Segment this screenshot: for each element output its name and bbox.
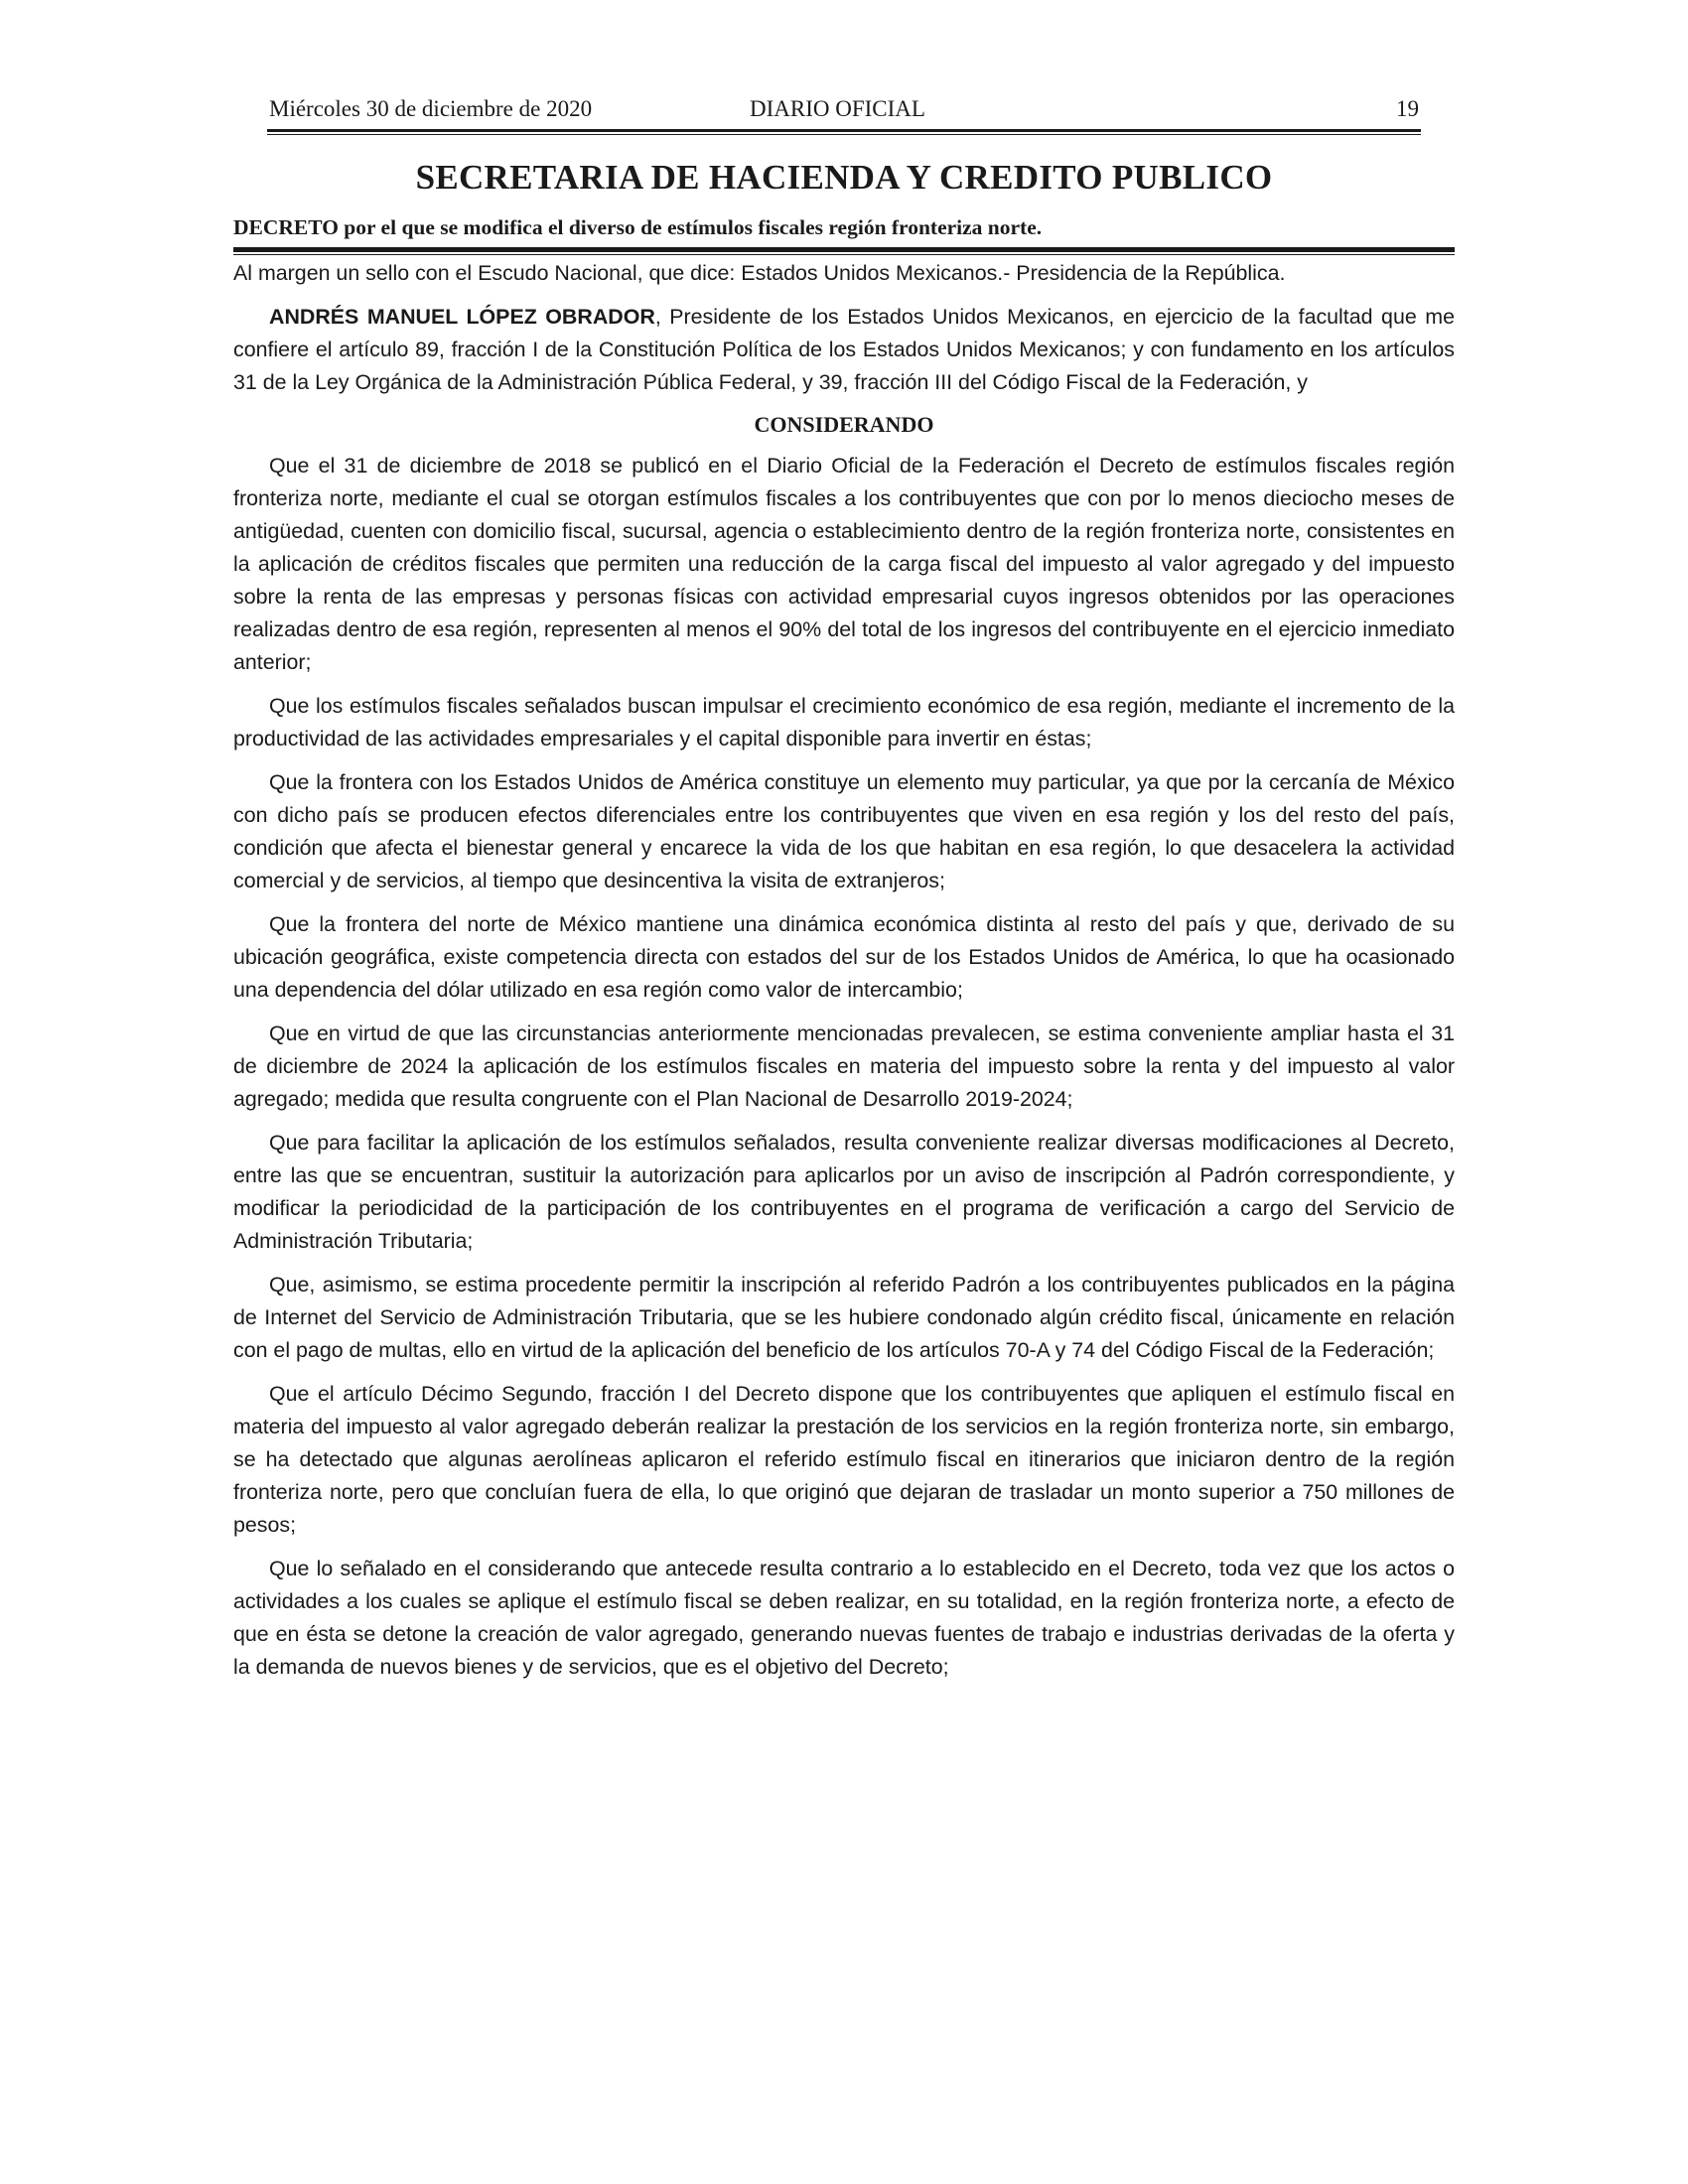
- considerando-paragraph: Que lo señalado en el considerando que antecede resulta contrario a lo establecido en el Decreto, toda vez que los actos o actividades a los cuales se aplique el estímulo fiscal se deben realizar, en su totalidad, en la región fronteriza norte, a efecto de que en ésta se detone la creación de valor agregado, generando nuevas fuentes de trabajo e industrias derivadas de la oferta y la demanda de nuevos bienes y de servicios, que es el objetivo del Decreto;: [233, 1557, 1455, 1679]
- header-page-number: 19: [1396, 96, 1419, 121]
- considerando-paragraph: Que el 31 de diciembre de 2018 se publicó en el Diario Oficial de la Federación el Decreto de estímulos fiscales región fronteriza norte, mediante el cual se otorgan estímulos fiscales a los contribuyentes que con por lo menos dieciocho meses de antigüedad, cuenten con domicilio fiscal, sucursal, agencia o establecimiento dentro de la región fronteriza norte, consistentes en la aplicación de créditos fiscales que permiten una reducción de la carga fiscal del impuesto al valor agregado y del impuesto sobre la renta de las empresas y personas físicas con actividad empresarial cuyos ingresos obtenidos por las operaciones realizadas dentro de esa región, representen al menos el 90% del total de los ingresos del contribuyente en el ejercicio inmediato anterior;: [233, 454, 1455, 674]
- considerando-paragraph: Que para facilitar la aplicación de los estímulos señalados, resulta conveniente realizar diversas modificaciones al Decreto, entre las que se encuentran, sustituir la autorización para aplicarlos por un aviso de inscripción al Padrón correspondiente, y modificar la periodicidad de la participación de los contribuyentes en el programa de verificación a cargo del Servicio de Administración Tributaria;: [233, 1131, 1455, 1253]
- header-date: Miércoles 30 de diciembre de 2020: [269, 96, 593, 121]
- considerando-paragraph: Que los estímulos fiscales señalados buscan impulsar el crecimiento económico de esa región, mediante el incremento de la productividad de las actividades empresariales y el capital disponible para invertir en éstas;: [233, 694, 1455, 751]
- document-page: [233, 94, 1455, 1695]
- secretaria-heading: SECRETARIA DE HACIENDA Y CREDITO PUBLICO: [415, 158, 1273, 197]
- running-header: [233, 94, 1455, 128]
- president-name: ANDRÉS MANUEL LÓPEZ OBRADOR: [269, 305, 655, 329]
- preamble-paragraph: [233, 301, 1455, 399]
- title-rule: [233, 247, 1455, 255]
- considerando-paragraph: Que, asimismo, se estima procedente permitir la inscripción al referido Padrón a los contribuyentes publicados en la página de Internet del Servicio de Administración Tributaria, que se les hubiere condonado algún crédito fiscal, únicamente en relación con el pago de multas, ello en virtud de la aplicación del beneficio de los artículos 70-A y 74 del Código Fiscal de la Federación;: [233, 1273, 1455, 1362]
- header-publication: DIARIO OFICIAL: [750, 96, 925, 121]
- header-rule: [267, 129, 1421, 135]
- margin-note: Al margen un sello con el Escudo Nacional, que dice: Estados Unidos Mexicanos.- Presidencia de la República.: [233, 261, 1286, 285]
- document-body: [233, 257, 1455, 1684]
- considerando-paragraph: Que la frontera del norte de México mantiene una dinámica económica distinta al resto del país y que, derivado de su ubicación geográfica, existe competencia directa con estados del sur de los Estados Unidos de América, lo que ha ocasionado una dependencia del dólar utilizado en esa región como valor de intercambio;: [233, 912, 1455, 1002]
- preamble-text: , Presidente de los Estados Unidos Mexicanos, en ejercicio de la facultad que me confiere el artículo 89, fracción I de la Constitución Política de los Estados Unidos Mexicanos; y con fundamento en los artículos 31 de la Ley Orgánica de la Administración Pública Federal, y 39, fracción III del Código Fiscal de la Federación, y: [233, 305, 1455, 394]
- considerando-paragraph: Que la frontera con los Estados Unidos de América constituye un elemento muy particular, ya que por la cercanía de México con dicho país se producen efectos diferenciales entre los contribuyentes que viven en esa región y los del resto del país, condición que afecta el bienestar general y encarece la vida de los que habitan en esa región, lo que desacelera la actividad comercial y de servicios, al tiempo que desincentiva la visita de extranjeros;: [233, 770, 1455, 892]
- decree-title: DECRETO por el que se modifica el diverso de estímulos fiscales región fronteriza norte.: [233, 215, 1043, 239]
- considerando-paragraph: Que el artículo Décimo Segundo, fracción I del Decreto dispone que los contribuyentes que apliquen el estímulo fiscal en materia del impuesto al valor agregado deberán realizar la prestación de los servicios en la región fronteriza norte, sin embargo, se ha detectado que algunas aerolíneas aplicaron el referido estímulo fiscal en itinerarios que iniciaron dentro de la región fronteriza norte, pero que concluían fuera de ella, lo que originó que dejaran de trasladar un monto superior a 750 millones de pesos;: [233, 1382, 1455, 1537]
- considerando-paragraph: Que en virtud de que las circunstancias anteriormente mencionadas prevalecen, se estima conveniente ampliar hasta el 31 de diciembre de 2024 la aplicación de los estímulos fiscales en materia del impuesto sobre la renta y del impuesto al valor agregado; medida que resulta congruente con el Plan Nacional de Desarrollo 2019-2024;: [233, 1022, 1455, 1111]
- considerando-heading: CONSIDERANDO: [754, 412, 934, 437]
